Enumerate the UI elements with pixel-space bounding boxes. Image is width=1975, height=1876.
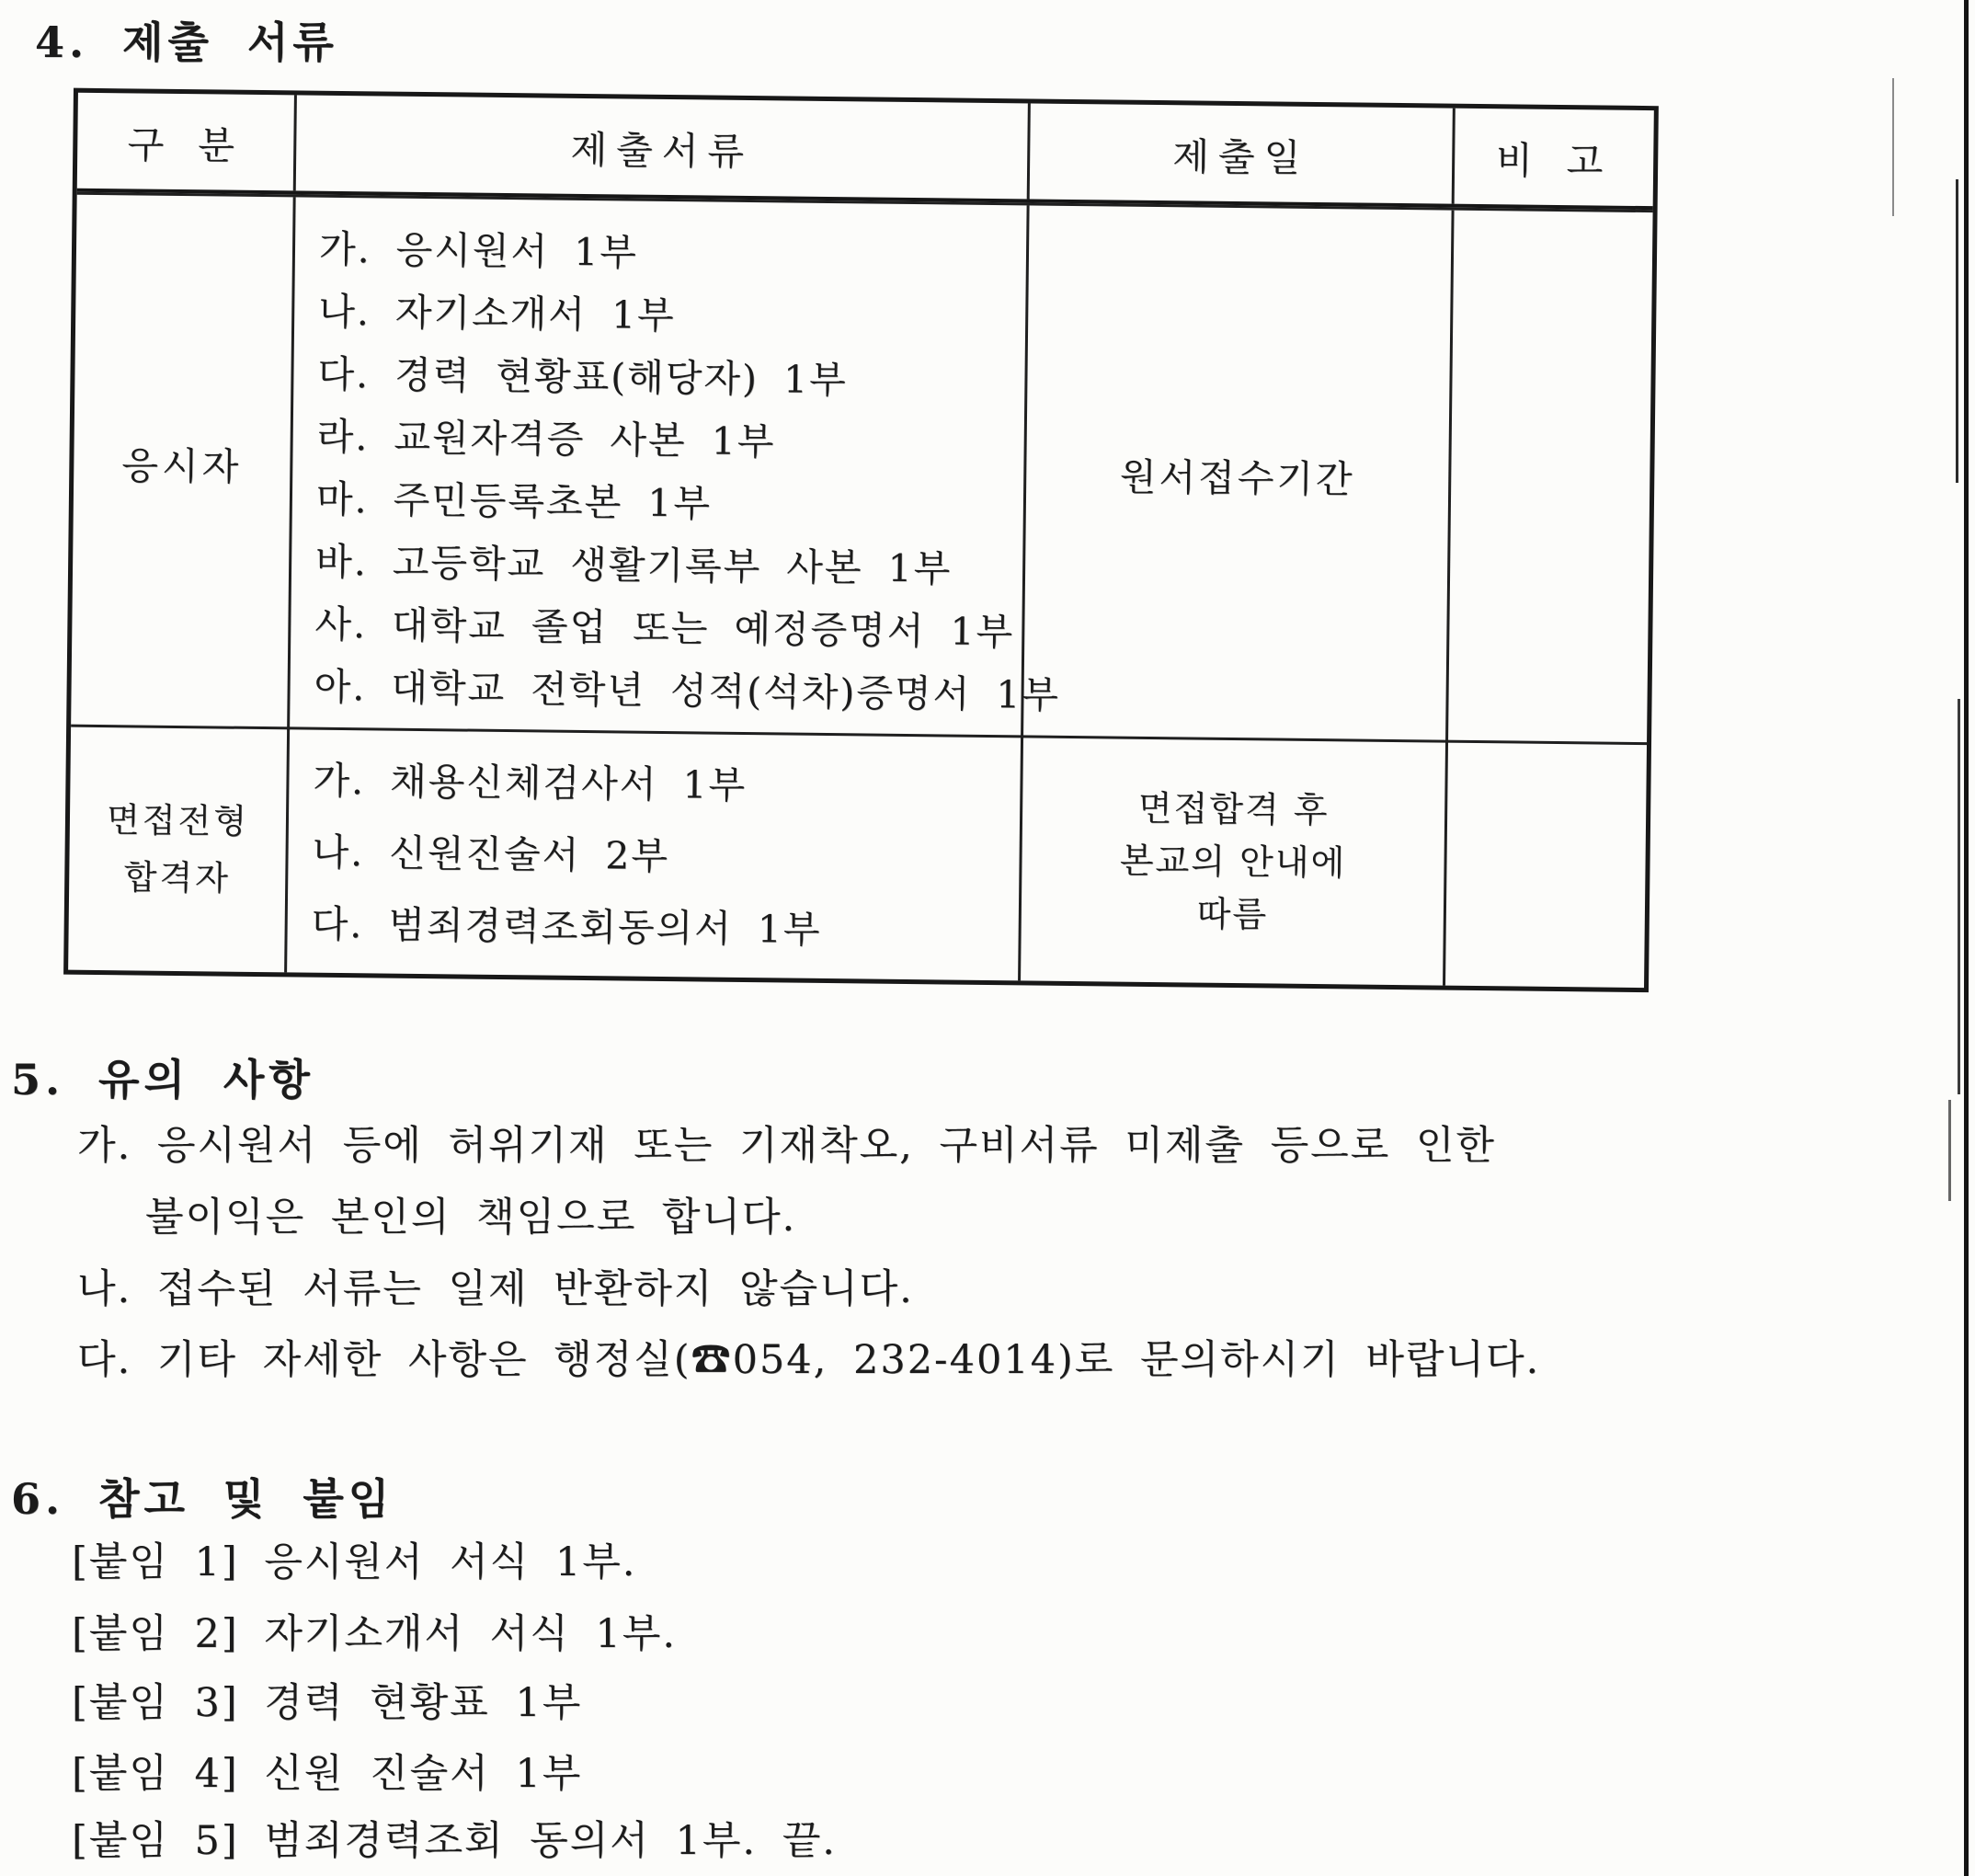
submission-date-line: 면접합격 후 (1137, 787, 1330, 830)
note-item-ga-line1: 가. 응시원서 등에 허위기재 또는 기재착오, 구비서류 미제출 등으로 인한 (77, 1123, 1496, 1169)
header-documents: 제출서류 (293, 95, 1028, 199)
table-row-interview-passer (68, 725, 1647, 988)
document-item: 라. 교원자격증 사본 1부 (316, 414, 776, 464)
document-item: 바. 고등학교 생활기록부 사본 1부 (314, 539, 953, 591)
table-header-row (77, 93, 1654, 210)
document-item: 사. 대학교 졸업 또는 예정증명서 1부 (314, 601, 1015, 655)
header-note: 비 고 (1452, 109, 1654, 206)
applicant-submission-date-cell: 원서접수기간 (1021, 205, 1452, 743)
document-item: 나. 자기소개서 1부 (317, 289, 676, 338)
submission-date-line: 본교의 안내에 (1119, 840, 1347, 883)
applicant-category-cell: 응시자 (121, 442, 243, 489)
note-item-na: 나. 접수된 서류는 일제 반환하지 않습니다. (77, 1266, 914, 1312)
document-item: 가. 응시원서 1부 (318, 226, 639, 275)
document-item: 마. 주민등록초본 1부 (315, 476, 713, 526)
document-item: 다. 범죄경력조회동의서 1부 (311, 901, 822, 952)
attachment-item-3: [붙임 3] 경력 현황표 1부 (72, 1680, 583, 1726)
header-category: 구 분 (127, 121, 245, 168)
category-line: 합격자 (123, 857, 232, 898)
section-4-heading: 4. 제출 서류 (35, 17, 338, 67)
interview-passer-submission-date-cell (1018, 738, 1445, 985)
document-item: 나. 신원진술서 2부 (312, 829, 670, 879)
table-row-applicant (71, 192, 1652, 742)
attachment-item-2: [붙임 2] 자기소개서 서식 1부. (72, 1611, 677, 1657)
document-item: 가. 채용신체검사서 1부 (313, 758, 748, 808)
scan-edge-line-segment (1956, 179, 1958, 483)
note-item-da: 다. 기타 자세한 사항은 행정실(☎054, 232-4014)로 문의하시기 바랍니다. (77, 1337, 1541, 1383)
attachment-item-5: [붙임 5] 범죄경력조회 동의서 1부. 끝. (72, 1818, 837, 1864)
submission-date-line: 따름 (1196, 893, 1269, 934)
interview-passer-category-cell (68, 727, 287, 973)
scan-artifact-line (1948, 1100, 1951, 1201)
section-5-heading: 5. 유의 사항 (11, 1055, 314, 1104)
attachment-item-1: [붙임 1] 응시원서 서식 1부. (72, 1539, 637, 1585)
scan-artifact-line (1892, 78, 1894, 216)
applicant-documents-cell (287, 197, 1061, 738)
category-line: 면접전형 (106, 800, 250, 841)
attachment-item-4: [붙임 4] 신원 진술서 1부 (72, 1751, 583, 1797)
submission-documents-table (63, 88, 1659, 992)
interview-passer-documents-cell (284, 729, 1021, 980)
section-6-heading: 6. 참고 및 붙임 (11, 1474, 394, 1524)
scan-edge-line (1964, 0, 1969, 1876)
header-submission-date: 제출일 (1027, 103, 1453, 203)
document-item: 다. 경력 현황표(해당자) 1부 (317, 351, 849, 403)
interview-passer-note-cell (1443, 743, 1647, 988)
applicant-note-cell (1445, 211, 1653, 746)
scan-edge-line-segment (1958, 699, 1960, 1094)
document-item: 아. 대학교 전학년 성적(석차)증명서 1부 (314, 664, 1061, 717)
note-item-ga-line2: 불이익은 본인의 책임으로 합니다. (145, 1195, 797, 1241)
